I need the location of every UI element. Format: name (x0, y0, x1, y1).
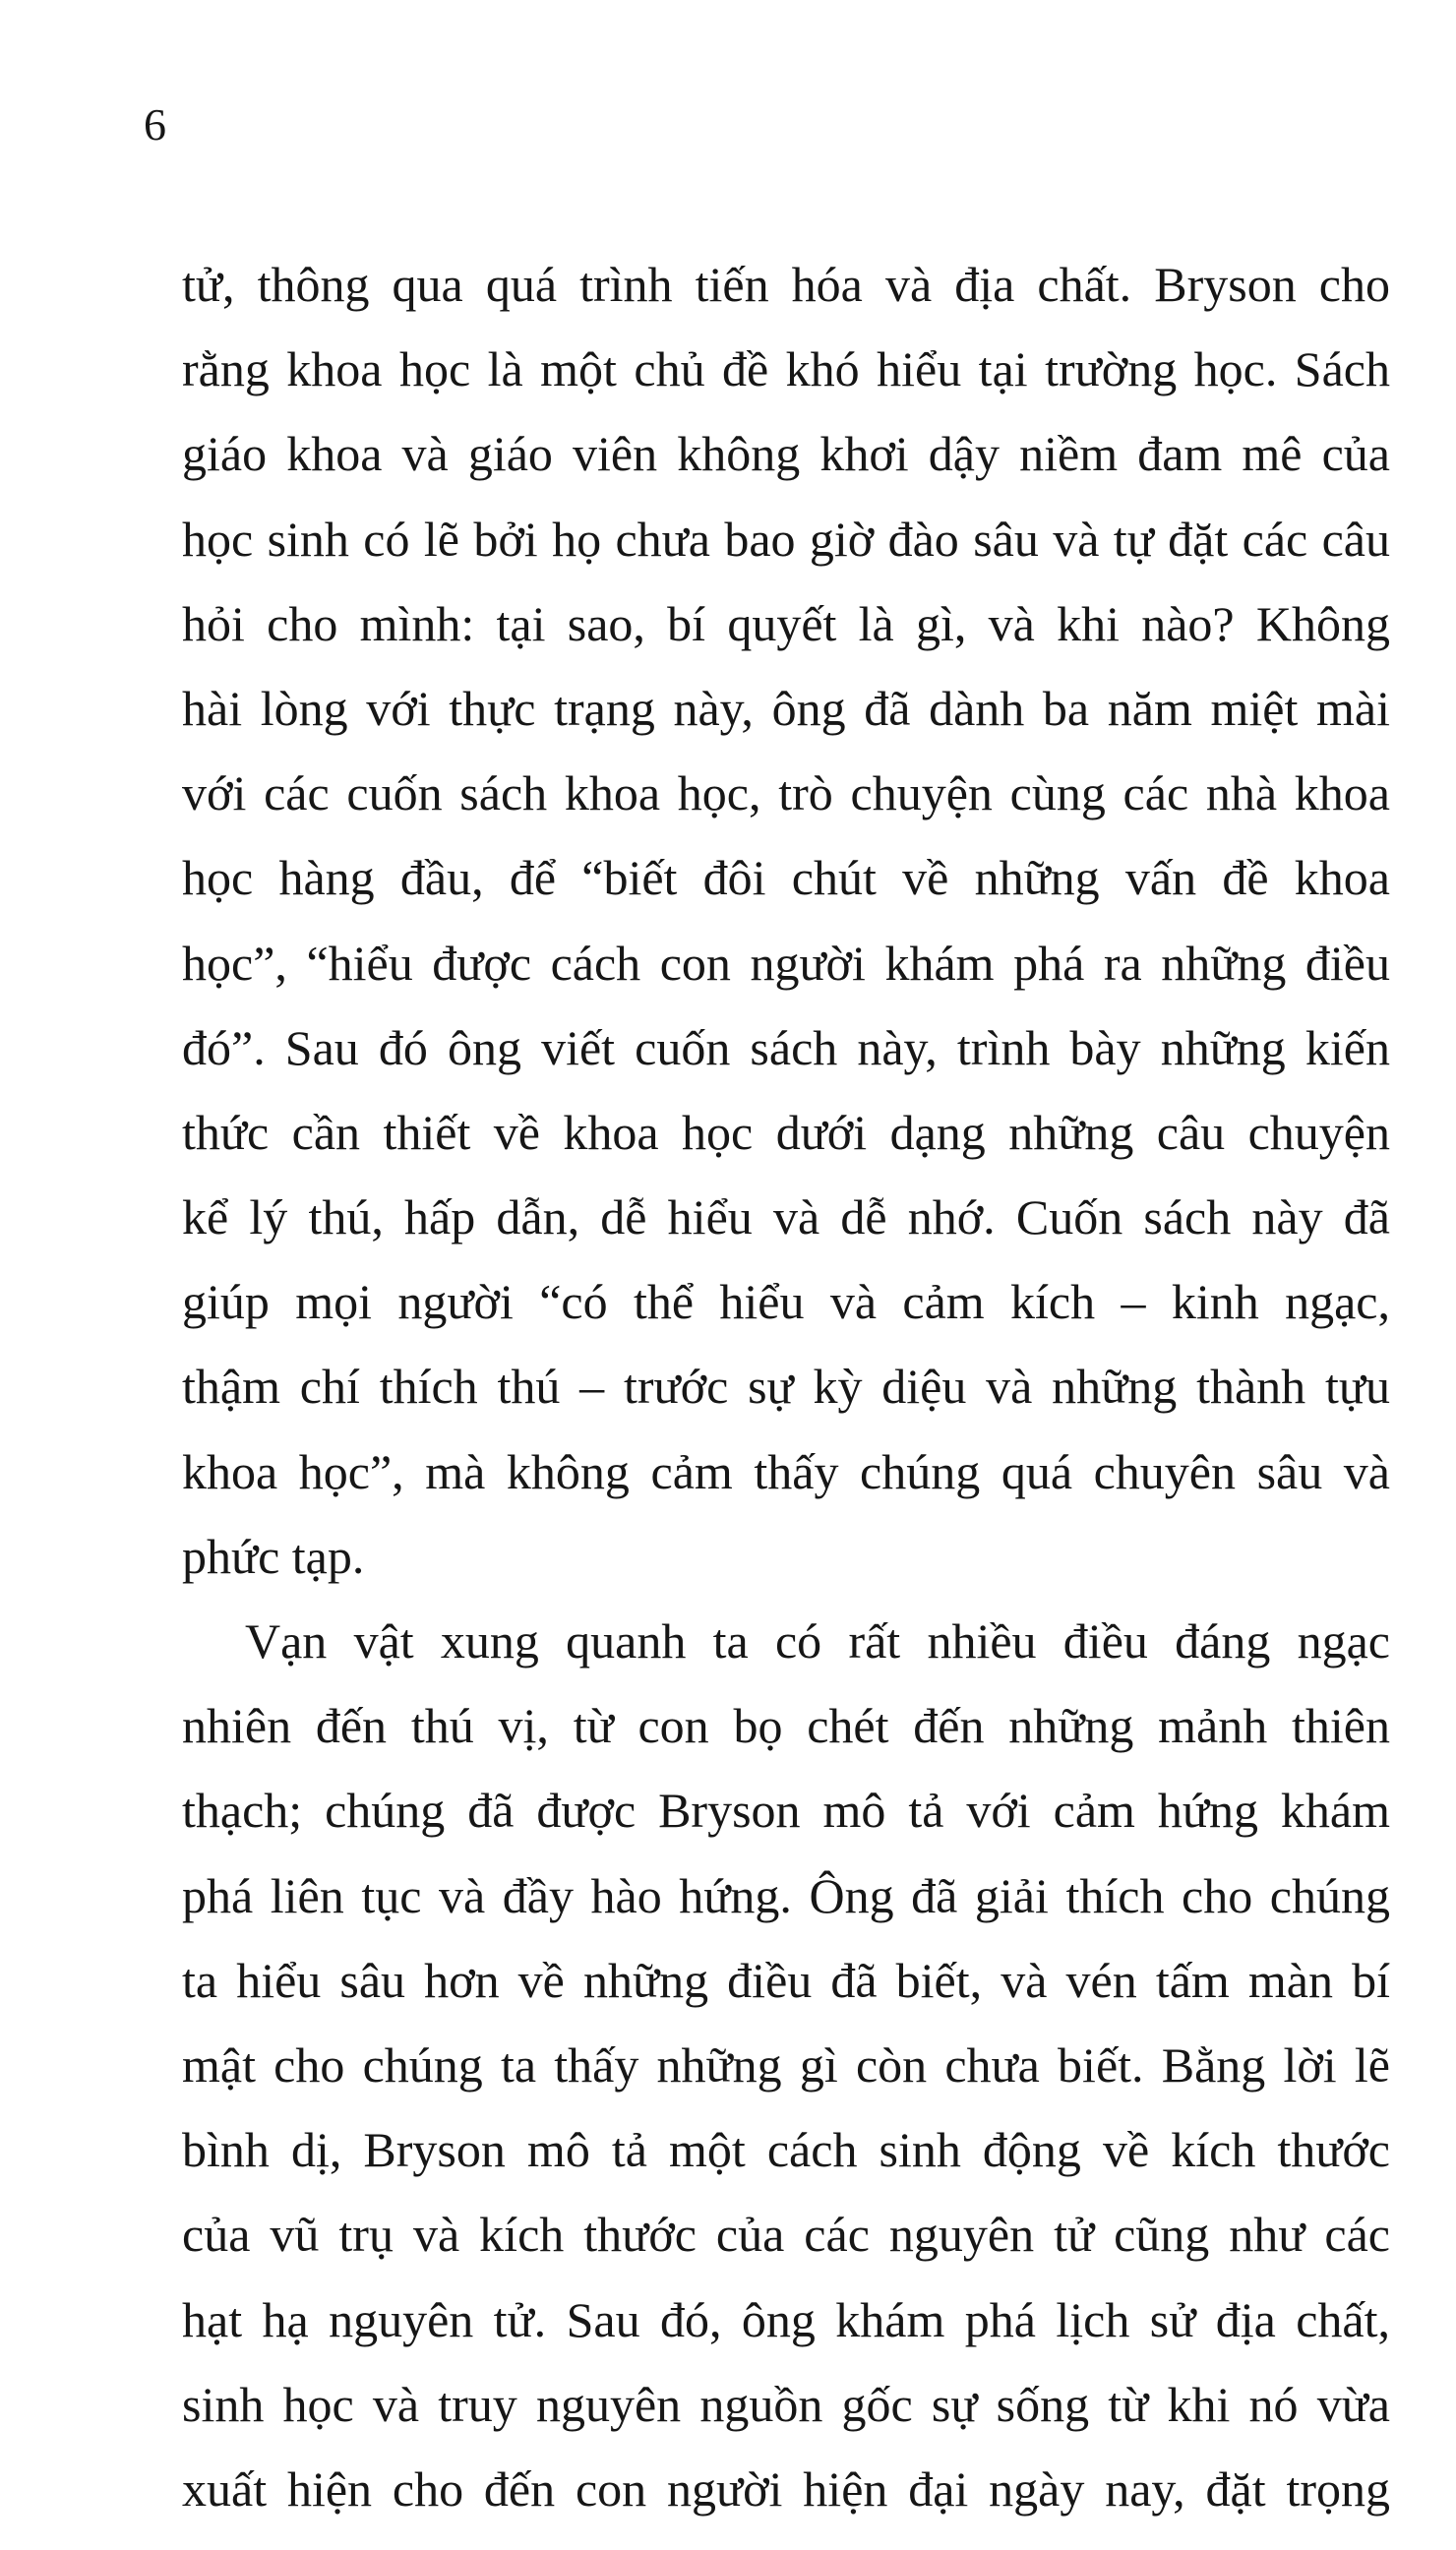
text-line: với các cuốn sách khoa học, trò chuyện cùng các nhà khoa (182, 765, 1390, 821)
text-line: mật cho chúng ta thấy những gì còn chưa biết. Bằng lời lẽ (182, 2036, 1390, 2093)
text-line: Vạn vật xung quanh ta có rất nhiều điều đáng ngạc (245, 1613, 1390, 1669)
text-line: phá liên tục và đầy hào hứng. Ông đã giải thích cho chúng (182, 1867, 1390, 1923)
text-line: nhiên đến thú vị, từ con bọ chét đến những mảnh thiên (182, 1698, 1390, 1754)
text-line: rằng khoa học là một chủ đề khó hiểu tại trường học. Sách (182, 341, 1390, 397)
text-line: đó”. Sau đó ông viết cuốn sách này, trình bày những kiến (182, 1019, 1390, 1075)
text-line: hỏi cho mình: tại sao, bí quyết là gì, và khi nào? Không (182, 595, 1390, 651)
text-line: tử, thông qua quá trình tiến hóa và địa chất. Bryson cho (182, 257, 1390, 312)
text-line: của vũ trụ và kích thước của các nguyên tử cũng như các (182, 2207, 1390, 2263)
text-line: học”, “hiểu được cách con người khám phá ra những điều (182, 935, 1390, 991)
text-line: học hàng đầu, để “biết đôi chút về những vấn đề khoa (182, 850, 1390, 906)
text-line: kể lý thú, hấp dẫn, dễ hiểu và dễ nhớ. Cuốn sách này đã (182, 1189, 1390, 1245)
text-line: giúp mọi người “có thể hiểu và cảm kích – kinh ngạc, (182, 1274, 1390, 1330)
text-line: giáo khoa và giáo viên không khơi dậy niềm đam mê của (182, 426, 1390, 482)
paragraph-2 (182, 1599, 1390, 2531)
text-line: thạch; chúng đã được Bryson mô tả với cảm hứng khám (182, 1783, 1390, 1839)
text-line: sinh học và truy nguyên nguồn gốc sự sống từ khi nó vừa (182, 2376, 1390, 2432)
text-line: hạt hạ nguyên tử. Sau đó, ông khám phá lịch sử địa chất, (182, 2291, 1390, 2347)
text-line: phức tạp. (182, 1528, 365, 1584)
text-line: thức cần thiết về khoa học dưới dạng những câu chuyện (182, 1104, 1390, 1160)
paragraph-1 (182, 242, 1390, 1599)
text-line: bình dị, Bryson mô tả một cách sinh động về kích thước (182, 2122, 1390, 2178)
text-line: ta hiểu sâu hơn về những điều đã biết, và vén tấm màn bí (182, 1952, 1390, 2008)
text-line: hài lòng với thực trạng này, ông đã dành ba năm miệt mài (182, 680, 1390, 736)
text-line: khoa học”, mà không cảm thấy chúng quá chuyên sâu và (182, 1443, 1390, 1499)
text-line: học sinh có lẽ bởi họ chưa bao giờ đào sâu và tự đặt các câu (182, 511, 1390, 567)
page-number: 6 (144, 99, 166, 150)
text-line: xuất hiện cho đến con người hiện đại ngày nay, đặt trọng (182, 2460, 1390, 2517)
body-text (182, 242, 1390, 2531)
text-line: thậm chí thích thú – trước sự kỳ diệu và những thành tựu (182, 1359, 1390, 1415)
